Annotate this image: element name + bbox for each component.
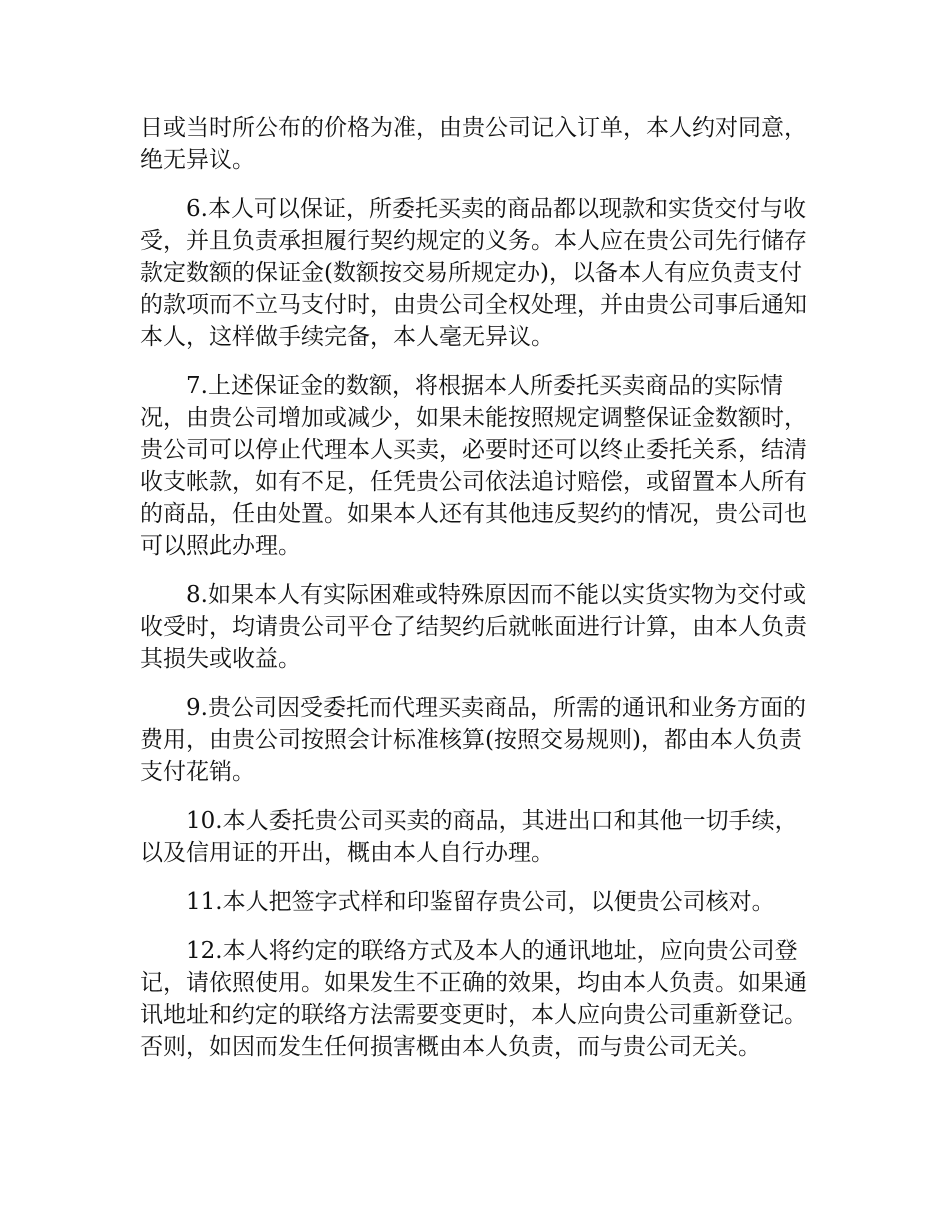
paragraph-clause-7: 7.上述保证金的数额，将根据本人所委托买卖商品的实际情况，由贵公司增加或减少，如果未能按照规定调整保证金数额时，贵公司可以停止代理本人买卖，必要时还可以终止委托关系，结清收支帐款，如有不足，任凭贵公司依法追讨赔偿，或留置本人所有的商品，任由处置。如果本人还有其他违反契约的情况，贵公司也可以照此办理。 (140, 373, 807, 559)
paragraph-clause-11: 11.本人把签字式样和印鉴留存贵公司，以便贵公司核对。 (186, 889, 775, 915)
paragraph-clause-8: 8.如果本人有实际困难或特殊原因而不能以实货实物为交付或收受时，均请贵公司平仓了结契约后就帐面进行计算，由本人负责其损失或收益。 (140, 582, 807, 672)
paragraph-clause-10: 10.本人委托贵公司买卖的商品，其进出口和其他一切手续，以及信用证的开出，概由本人自行办理。 (140, 808, 798, 866)
paragraph-clause-9: 9.贵公司因受委托而代理买卖商品，所需的通讯和业务方面的费用，由贵公司按照会计标准核算(按照交易规则)，都由本人负责支付花销。 (140, 695, 806, 785)
document-body (140, 112, 820, 1080)
paragraph-clause-6: 6.本人可以保证，所委托买卖的商品都以现款和实货交付与收受，并且负责承担履行契约规定的义务。本人应在贵公司先行储存款定数额的保证金(数额按交易所规定办)，以备本人有应负责支付的款项而不立马支付时，由贵公司全权处理，并由贵公司事后通知本人，这样做手续完备，本人毫无异议。 (140, 196, 807, 350)
paragraph-clause-12: 12.本人将约定的联络方式及本人的通讯地址，应向贵公司登记，请依照使用。如果发生不正确的效果，均由本人负责。如果通讯地址和约定的联络方法需要变更时，本人应向贵公司重新登记。否则，如因而发生任何损害概由本人负责，而与贵公司无关。 (140, 938, 807, 1060)
paragraph-continuation: 日或当时所公布的价格为准，由贵公司记入订单，本人约对同意，绝无异议。 (140, 115, 807, 173)
